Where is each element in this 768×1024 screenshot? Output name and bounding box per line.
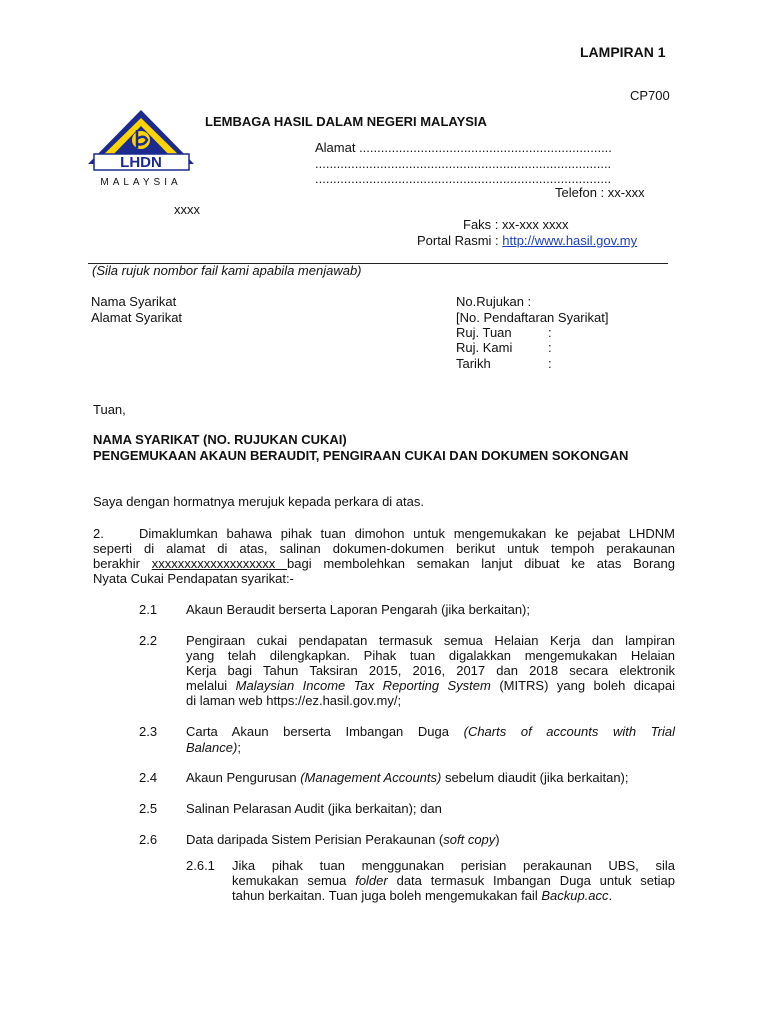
reference-note: (Sila rujuk nombor fail kami apabila menjawab) bbox=[92, 263, 362, 278]
item-2-6-1-line-2-post: data termasuk Imbangan Duga untuk setiap bbox=[387, 873, 675, 888]
ruj-tuan-colon: : bbox=[548, 325, 552, 340]
item-2-2-line-4 bbox=[186, 678, 675, 693]
item-2-3-line-2 bbox=[186, 740, 241, 755]
faks: Faks : xx-xxx xxxx bbox=[463, 217, 569, 232]
address-line-1: Alamat ...................................................................... bbox=[315, 140, 612, 155]
item-2-2-line-2: yang telah dilengkapkan. Pihak tuan digalakkan mengemukakan Helaian bbox=[186, 648, 675, 663]
para-2-line-3-pre: berakhir bbox=[93, 556, 152, 571]
para-1: Saya dengan hormatnya merujuk kepada perkara di atas. bbox=[93, 494, 424, 509]
item-2-5-text: Salinan Pelarasan Audit (jika berkaitan); dan bbox=[186, 801, 442, 816]
salutation: Tuan, bbox=[93, 402, 126, 417]
item-2-6-pre: Data daripada Sistem Perisian Perakaunan ( bbox=[186, 832, 444, 847]
para-2-number: 2. bbox=[93, 526, 104, 541]
item-2-2-number: 2.2 bbox=[139, 633, 158, 648]
item-2-3-line-2-post: ; bbox=[237, 740, 241, 755]
item-2-1-text: Akaun Beraudit berserta Laporan Pengarah (jika berkaitan); bbox=[186, 602, 530, 617]
portal-link[interactable]: http://www.hasil.gov.my bbox=[502, 233, 638, 248]
item-2-6-italic: soft copy bbox=[443, 832, 496, 847]
item-2-2-line-4-pre: melalui bbox=[186, 678, 236, 693]
telefon: Telefon : xx-xxx bbox=[555, 185, 645, 200]
portal-label: Portal Rasmi : bbox=[417, 233, 503, 248]
item-2-6-post: ) bbox=[495, 832, 500, 847]
lampiran-label: LAMPIRAN 1 bbox=[580, 44, 666, 60]
tarikh: Tarikh bbox=[456, 356, 491, 371]
para-2-line-4: Nyata Cukai Pendapatan syarikat:- bbox=[93, 571, 294, 586]
portal-line bbox=[417, 233, 637, 248]
logo-text: LHDN bbox=[120, 154, 162, 171]
subject-line-1: NAMA SYARIKAT (NO. RUJUKAN CUKAI) bbox=[93, 432, 347, 447]
item-2-4-pre: Akaun Pengurusan bbox=[186, 770, 301, 785]
item-2-4-post: sebelum diaudit (jika berkaitan); bbox=[441, 770, 629, 785]
item-2-4-text bbox=[186, 770, 629, 785]
ruj-tuan: Ruj. Tuan bbox=[456, 325, 512, 340]
item-2-6-1-line-2 bbox=[232, 873, 675, 888]
para-2-line-1: Dimaklumkan bahawa pihak tuan dimohon untuk mengemukakan ke pejabat LHDNM bbox=[139, 526, 675, 541]
para-2-line-3-period: xxxxxxxxxxxxxxxxxxx bbox=[151, 556, 287, 571]
lhdn-logo bbox=[84, 108, 199, 190]
item-2-6-1-line-3-pre: tahun berkaitan. Tuan juga boleh mengemukakan fail bbox=[232, 888, 542, 903]
logo-country: MALAYSIA bbox=[100, 177, 182, 188]
item-2-6-1-backup-file: Backup.acc bbox=[541, 888, 609, 903]
item-2-6-number: 2.6 bbox=[139, 832, 158, 847]
item-2-6-1-folder: folder bbox=[355, 873, 388, 888]
item-2-6-1-line-3-post: . bbox=[608, 888, 613, 903]
telefon-cont: xxxx bbox=[174, 202, 200, 217]
item-2-2-line-5: di laman web https://ez.hasil.gov.my/; bbox=[186, 693, 402, 708]
agency-name: LEMBAGA HASIL DALAM NEGERI MALAYSIA bbox=[205, 114, 487, 129]
item-2-5-number: 2.5 bbox=[139, 801, 158, 816]
item-2-6-text bbox=[186, 832, 500, 847]
item-2-3-line-1-pre: Carta Akaun berserta Imbangan Duga bbox=[186, 724, 464, 739]
no-rujukan: No.Rujukan : bbox=[456, 294, 532, 309]
address-line-2: .................................................................................. bbox=[315, 156, 612, 171]
company-address: Alamat Syarikat bbox=[91, 310, 183, 325]
form-code: CP700 bbox=[630, 88, 670, 103]
company-name: Nama Syarikat bbox=[91, 294, 177, 309]
item-2-3-line-1-italic: (Charts of accounts with Trial bbox=[463, 724, 675, 739]
ruj-kami: Ruj. Kami bbox=[456, 340, 513, 355]
tarikh-colon: : bbox=[548, 356, 552, 371]
subject-line-2: PENGEMUKAAN AKAUN BERAUDIT, PENGIRAAN CUKAI DAN DOKUMEN SOKONGAN bbox=[93, 448, 629, 463]
no-pendaftaran: [No. Pendaftaran Syarikat] bbox=[456, 310, 609, 325]
item-2-3-line-2-italic: Balance) bbox=[186, 740, 238, 755]
item-2-3-number: 2.3 bbox=[139, 724, 158, 739]
item-2-4-number: 2.4 bbox=[139, 770, 158, 785]
address-line-3: .................................................................................. bbox=[315, 171, 612, 186]
item-2-6-1-line-1: Jika pihak tuan menggunakan perisian perakaunan UBS, sila bbox=[232, 858, 675, 873]
ruj-kami-colon: : bbox=[548, 340, 552, 355]
para-2-line-2: seperti di alamat di atas, salinan dokumen-dokumen berikut untuk tempoh perakaunan bbox=[93, 541, 675, 556]
para-2-line-3 bbox=[93, 556, 675, 571]
item-2-2-line-3: Kerja bagi Tahun Taksiran 2015, 2016, 2017 dan 2018 secara elektronik bbox=[186, 663, 675, 678]
item-2-6-1-number: 2.6.1 bbox=[186, 858, 215, 873]
item-2-6-1-line-2-pre: kemukakan semua bbox=[232, 873, 356, 888]
para-2-line-3-post: bagi membolehkan semakan lanjut dibuat ke atas Borang bbox=[287, 556, 675, 571]
item-2-2-line-1: Pengiraan cukai pendapatan termasuk semua Helaian Kerja dan lampiran bbox=[186, 633, 675, 648]
item-2-4-italic: (Management Accounts) bbox=[300, 770, 442, 785]
item-2-6-1-line-3 bbox=[232, 888, 612, 903]
item-2-2-line-4-post: (MITRS) yang boleh dicapai bbox=[490, 678, 676, 693]
item-2-2-mitrs-name: Malaysian Income Tax Reporting System bbox=[235, 678, 491, 693]
item-2-3-line-1 bbox=[186, 724, 675, 739]
item-2-1-number: 2.1 bbox=[139, 602, 158, 617]
